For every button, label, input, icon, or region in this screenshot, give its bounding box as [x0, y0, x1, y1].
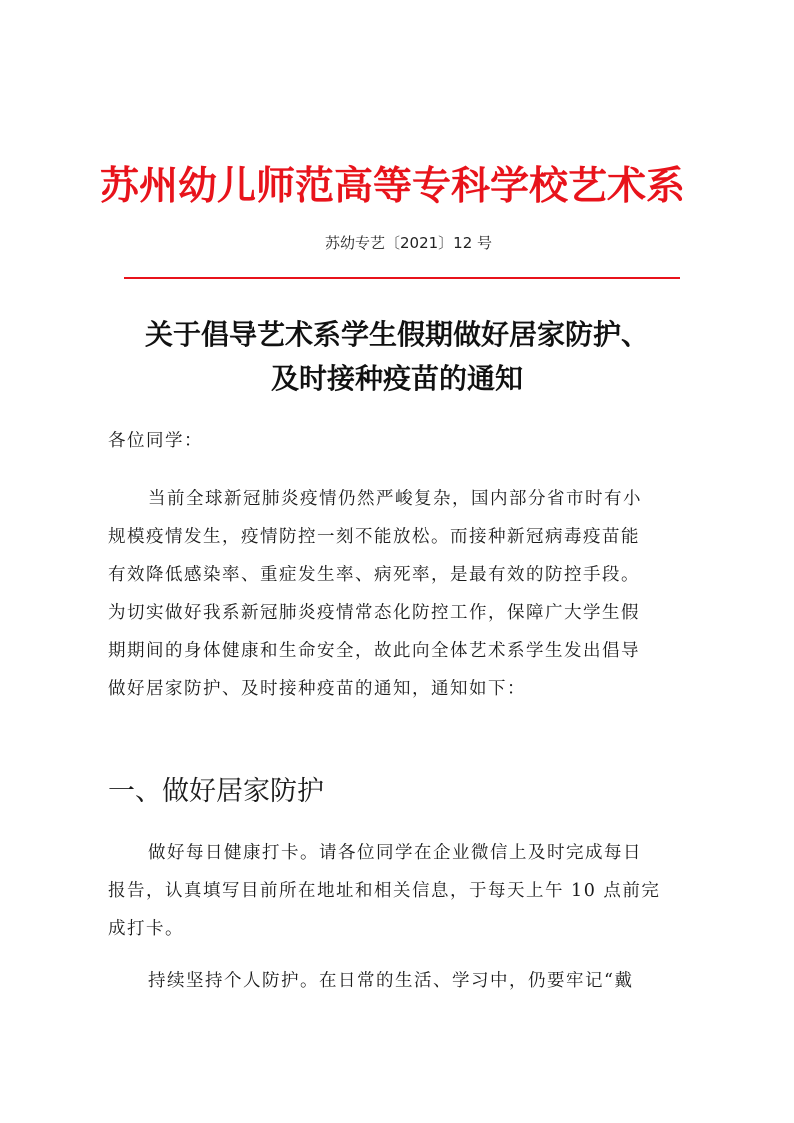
paragraph-line: 当前全球新冠肺炎疫情仍然严峻复杂，国内部分省市时有小	[148, 489, 642, 509]
intro-paragraph	[108, 480, 684, 708]
paragraph-line: 期期间的身体健康和生命安全，故此向全体艺术系学生发出倡导	[108, 641, 640, 661]
institution-title: 苏州幼儿师范高等专科学校艺术系	[100, 163, 686, 209]
document-number: 苏幼专艺〔2021〕12 号	[325, 234, 493, 252]
notice-title-line-1: 关于倡导艺术系学生假期做好居家防护、	[144, 318, 649, 351]
notice-title-line-2: 及时接种疫苗的通知	[270, 362, 523, 395]
health-checkin-paragraph	[108, 834, 684, 948]
paragraph-line: 报告，认真填写目前所在地址和相关信息，于每天上午 10 点前完	[108, 881, 661, 901]
notice-title	[60, 313, 734, 401]
paragraph-line: 做好居家防护、及时接种疫苗的通知，通知如下：	[108, 679, 526, 699]
paragraph-line: 做好每日健康打卡。请各位同学在企业微信上及时完成每日	[148, 843, 642, 863]
paragraph-line: 持续坚持个人防护。在日常的生活、学习中，仍要牢记“戴	[148, 971, 634, 991]
paragraph-line: 为切实做好我系新冠肺炎疫情常态化防控工作，保障广大学生假	[108, 603, 640, 623]
paragraph-line: 有效降低感染率、重症发生率、病死率，是最有效的防控手段。	[108, 565, 640, 585]
red-header-rule	[124, 277, 680, 279]
paragraph-line: 规模疫情发生，疫情防控一刻不能放松。而接种新冠病毒疫苗能	[108, 527, 640, 547]
section-heading: 一、做好居家防护	[108, 776, 324, 807]
salutation: 各位同学：	[108, 431, 203, 451]
paragraph-line: 成打卡。	[108, 919, 184, 939]
personal-protection-paragraph	[108, 962, 684, 1000]
